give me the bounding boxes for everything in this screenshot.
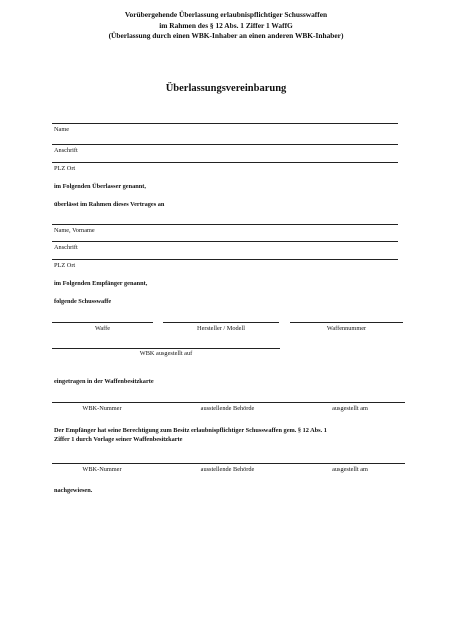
waffe-label: Waffe	[94, 325, 111, 332]
header-line-2: im Rahmen des § 12 Abs. 1 Ziffer 1 WaffG	[159, 20, 293, 30]
ausstellende-behoerde-label-2: ausstellende Behörde	[200, 466, 255, 473]
anschrift-field-line[interactable]	[52, 144, 398, 145]
wbk-table-2-line[interactable]	[52, 463, 405, 464]
waffennummer-field-line[interactable]	[290, 322, 403, 323]
document-title: Überlassungsvereinbarung	[165, 83, 287, 94]
eingetragen-text: eingetragen in der Waffenbesitzkarte	[54, 378, 154, 385]
name-field-line[interactable]	[52, 123, 398, 124]
waffe-field-line[interactable]	[52, 322, 153, 323]
berechtigung-text-line-2: Ziffer 1 durch Vorlage seiner Waffenbesitzkarte	[54, 436, 183, 443]
empfaenger-anschrift-field-line[interactable]	[52, 241, 398, 242]
header-line-3: (Überlassung durch einen WBK-Inhaber an einen anderen WBK-Inhaber)	[108, 31, 344, 41]
wbk-ausgestellt-label: WBK ausgestellt auf	[139, 350, 193, 357]
ausstellende-behoerde-label-1: ausstellende Behörde	[200, 405, 255, 412]
plz-ort-label: PLZ Ort	[54, 165, 76, 172]
wbk-table-1-line[interactable]	[52, 402, 405, 403]
ueberlaesst-text: überlässt im Rahmen dieses Vertrages an	[54, 201, 165, 208]
nachgewiesen-text: nachgewiesen.	[54, 487, 93, 494]
schusswaffe-text: folgende Schusswaffe	[54, 298, 112, 305]
ausgestellt-am-label-1: ausgestellt am	[332, 405, 368, 412]
empfaenger-anschrift-label: Anschrift	[54, 244, 78, 251]
plz-ort-field-line[interactable]	[52, 162, 398, 163]
empfaenger-name-field-line[interactable]	[52, 224, 398, 225]
anschrift-label: Anschrift	[54, 147, 78, 154]
wbk-nummer-label-2: WBK-Nummer	[82, 466, 122, 473]
wbk-nummer-label-1: WBK-Nummer	[82, 405, 122, 412]
berechtigung-text-line-1: Der Empfänger hat seine Berechtigung zum Besitz erlaubnispflichtiger Schusswaffen gem. § 12 Abs. 1	[54, 427, 327, 434]
name-vorname-label: Name, Vorname	[54, 227, 95, 234]
ausgestellt-am-label-2: ausgestellt am	[332, 466, 368, 473]
hersteller-modell-field-line[interactable]	[163, 322, 279, 323]
empfaenger-genannt-text: im Folgenden Empfänger genannt,	[54, 280, 148, 287]
wbk-ausgestellt-field-line[interactable]	[52, 348, 280, 349]
document-header	[0, 10, 452, 42]
waffennummer-label: Waffennummer	[326, 325, 367, 332]
empfaenger-plz-ort-label: PLZ Ort	[54, 262, 76, 269]
header-line-1: Vorübergehende Überlassung erlaubnispflichtiger Schusswaffen	[124, 10, 328, 19]
empfaenger-plz-ort-field-line[interactable]	[52, 259, 398, 260]
hersteller-modell-label: Hersteller / Modell	[197, 325, 245, 332]
name-label: Name	[54, 126, 70, 133]
ueberlasser-genannt-text: im Folgenden Überlasser genannt,	[54, 183, 146, 190]
